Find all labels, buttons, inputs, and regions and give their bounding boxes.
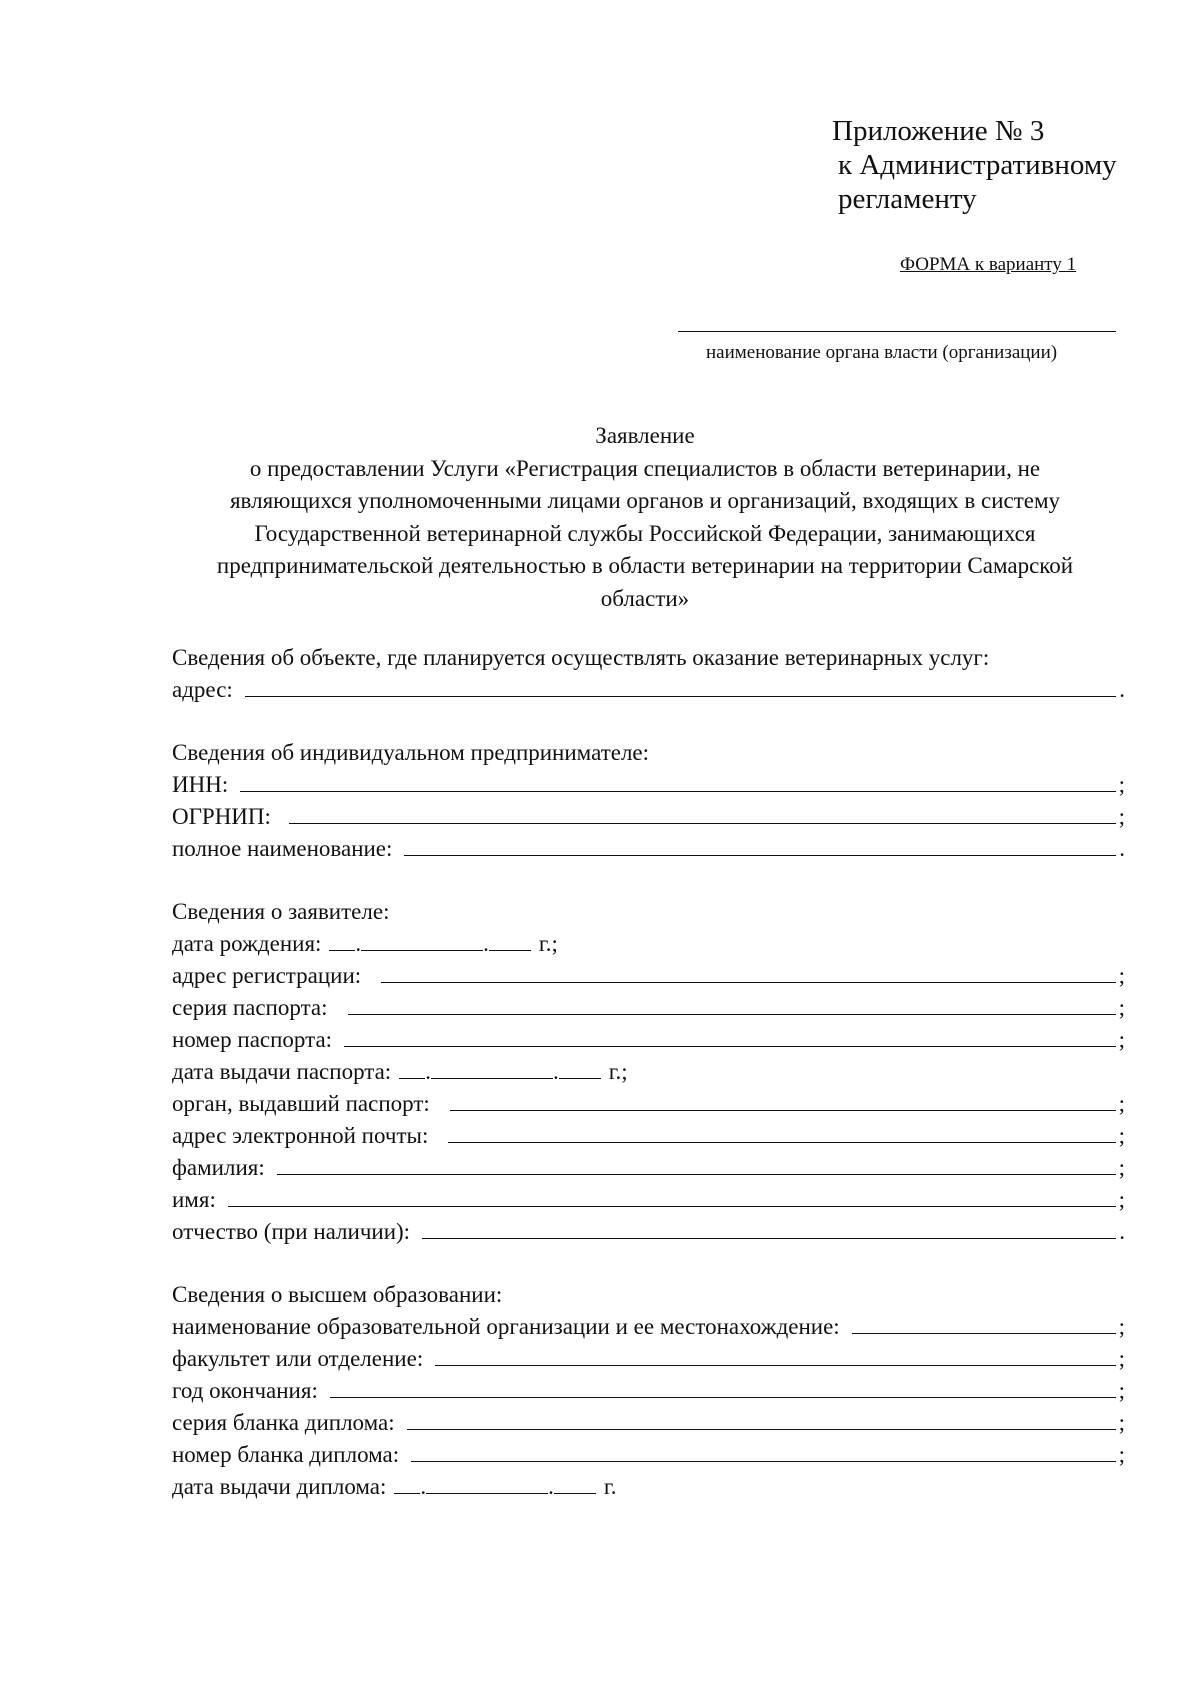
- passport-issuer-row: [172, 1091, 1125, 1123]
- institution-row: [172, 1314, 1125, 1346]
- row-end-mark: ;: [1118, 1346, 1125, 1371]
- row-end-mark: ;: [1118, 995, 1125, 1020]
- row-end-mark: ;: [1118, 1314, 1125, 1339]
- birth-year-field[interactable]: [489, 932, 531, 951]
- birth-month-field[interactable]: [361, 932, 483, 951]
- passport-number-label: номер паспорта:: [172, 1027, 333, 1052]
- institution-label: наименование образовательной организации и ее местонахождение:: [172, 1314, 840, 1339]
- full-name-field[interactable]: [404, 837, 1116, 856]
- passport-number-row: [172, 1027, 1125, 1059]
- graduation-year-row: [172, 1378, 1125, 1410]
- passport-issue-date-row: [172, 1059, 1125, 1091]
- entrepreneur-section-heading: Сведения об индивидуальном предпринимателе:: [172, 740, 650, 765]
- inn-row: [172, 772, 1125, 804]
- row-end-mark: ;: [1118, 1155, 1125, 1180]
- title-line: Государственной ветеринарной службы Российской Федерации, занимающихся: [254, 520, 1036, 546]
- applicant-section-heading: Сведения о заявителе:: [172, 899, 390, 924]
- appendix-number: Приложение № 3: [832, 115, 1045, 147]
- title-line: являющихся уполномоченными лицами органов и организаций, входящих в систему: [229, 488, 1061, 513]
- applicant-section: [172, 899, 1125, 1251]
- ogrnip-label: ОГРНИП:: [172, 804, 271, 829]
- first-name-field[interactable]: [228, 1188, 1116, 1207]
- birth-date-label: дата рождения:: [172, 931, 322, 956]
- title-heading: Заявление: [595, 423, 695, 448]
- application-title: [140, 420, 1150, 615]
- institution-field[interactable]: [852, 1315, 1116, 1334]
- authority-name-caption: наименование органа власти (организации): [706, 342, 1058, 363]
- birth-day-field[interactable]: [329, 932, 355, 951]
- diploma-issue-date-label: дата выдачи диплома:: [172, 1474, 387, 1499]
- education-section: [172, 1282, 1125, 1506]
- diploma-number-field[interactable]: [411, 1443, 1115, 1462]
- faculty-label: факультет или отделение:: [172, 1346, 424, 1371]
- passport-issue-day-field[interactable]: [399, 1060, 425, 1079]
- entrepreneur-section: [172, 740, 1125, 868]
- appendix-to: к Административному: [838, 149, 1117, 181]
- diploma-number-row: [172, 1442, 1125, 1474]
- object-address-row: [172, 677, 1125, 709]
- diploma-series-row: [172, 1410, 1125, 1442]
- row-end-mark: ;: [1118, 804, 1125, 829]
- passport-issue-date-label: дата выдачи паспорта:: [172, 1059, 392, 1084]
- appendix-header: [832, 114, 1117, 216]
- registration-address-row: [172, 963, 1125, 995]
- row-end-mark: ;: [1118, 1123, 1125, 1148]
- diploma-issue-month-field[interactable]: [426, 1475, 548, 1494]
- registration-address-label: адрес регистрации:: [172, 963, 362, 988]
- title-line: о предоставлении Услуги «Регистрация специалистов в области ветеринарии, не: [249, 455, 1041, 481]
- date-separator: .: [355, 931, 362, 956]
- row-end-mark: ;: [1118, 1027, 1125, 1052]
- registration-address-field[interactable]: [381, 964, 1115, 983]
- full-name-label: полное наименование:: [172, 836, 393, 861]
- date-separator: .: [420, 1474, 427, 1499]
- year-suffix: г.: [603, 1474, 617, 1499]
- passport-issuer-label: орган, выдавший паспорт:: [172, 1091, 430, 1116]
- email-field[interactable]: [448, 1124, 1115, 1143]
- inn-label: ИНН:: [172, 772, 229, 797]
- row-end-mark: ;: [1118, 1442, 1125, 1467]
- row-end-mark: ;: [1118, 1410, 1125, 1435]
- ogrnip-row: [172, 804, 1125, 836]
- date-separator: .: [483, 931, 489, 956]
- diploma-series-label: серия бланка диплома:: [172, 1410, 395, 1435]
- date-separator: .: [552, 1059, 559, 1084]
- diploma-series-field[interactable]: [407, 1411, 1116, 1430]
- passport-series-label: серия паспорта:: [172, 995, 328, 1020]
- education-section-heading: Сведения о высшем образовании:: [172, 1282, 503, 1307]
- passport-issue-year-field[interactable]: [559, 1060, 601, 1079]
- faculty-row: [172, 1346, 1125, 1378]
- object-section-heading: Сведения об объекте, где планируется осуществлять оказание ветеринарных услуг:: [172, 645, 990, 670]
- passport-series-field[interactable]: [348, 996, 1116, 1015]
- passport-issue-month-field[interactable]: [431, 1060, 553, 1079]
- authority-name-field[interactable]: [678, 331, 1116, 332]
- row-end-mark: ;: [1118, 1378, 1125, 1403]
- inn-field[interactable]: [240, 773, 1115, 792]
- graduation-year-label: год окончания:: [172, 1378, 318, 1403]
- full-name-row: [172, 836, 1125, 868]
- surname-label: фамилия:: [172, 1155, 265, 1180]
- patronymic-field[interactable]: [422, 1220, 1116, 1239]
- object-address-field[interactable]: [245, 678, 1116, 697]
- passport-issuer-field[interactable]: [450, 1092, 1116, 1111]
- form-sections: [172, 645, 1125, 1506]
- graduation-year-field[interactable]: [330, 1379, 1116, 1398]
- year-suffix: г.;: [608, 1059, 628, 1084]
- date-separator: .: [425, 1059, 431, 1084]
- passport-series-row: [172, 995, 1125, 1027]
- faculty-field[interactable]: [435, 1347, 1115, 1366]
- diploma-number-label: номер бланка диплома:: [172, 1442, 400, 1467]
- birth-date-row: [172, 931, 1125, 963]
- passport-number-field[interactable]: [344, 1028, 1116, 1047]
- title-line: области»: [600, 585, 690, 611]
- row-end-mark: .: [1119, 1219, 1125, 1244]
- date-separator: .: [548, 1474, 554, 1499]
- first-name-label: имя:: [172, 1187, 216, 1212]
- row-end-mark: ;: [1118, 772, 1125, 797]
- form-variant-label: ФОРМА к варианту 1: [900, 254, 1077, 275]
- row-end-mark: ;: [1118, 1091, 1125, 1116]
- surname-row: [172, 1155, 1125, 1187]
- object-address-label: адрес:: [172, 677, 233, 702]
- row-end-mark: ;: [1118, 963, 1125, 988]
- surname-field[interactable]: [277, 1156, 1116, 1175]
- row-end-mark: .: [1119, 836, 1125, 861]
- first-name-row: [172, 1187, 1125, 1219]
- year-suffix: г.;: [538, 931, 558, 956]
- patronymic-row: [172, 1219, 1125, 1251]
- row-end-mark: ;: [1118, 1187, 1125, 1212]
- email-row: [172, 1123, 1125, 1155]
- diploma-issue-year-field[interactable]: [554, 1475, 596, 1494]
- diploma-issue-day-field[interactable]: [394, 1475, 420, 1494]
- row-end-mark: .: [1119, 677, 1125, 702]
- object-section: [172, 645, 1125, 709]
- diploma-issue-date-row: [172, 1474, 1125, 1506]
- patronymic-label: отчество (при наличии):: [172, 1219, 411, 1244]
- email-label: адрес электронной почты:: [172, 1123, 429, 1148]
- title-line: предпринимательской деятельностью в области ветеринарии на территории Самарской: [216, 553, 1074, 578]
- ogrnip-field[interactable]: [289, 805, 1116, 824]
- appendix-regulation: регламенту: [838, 183, 977, 215]
